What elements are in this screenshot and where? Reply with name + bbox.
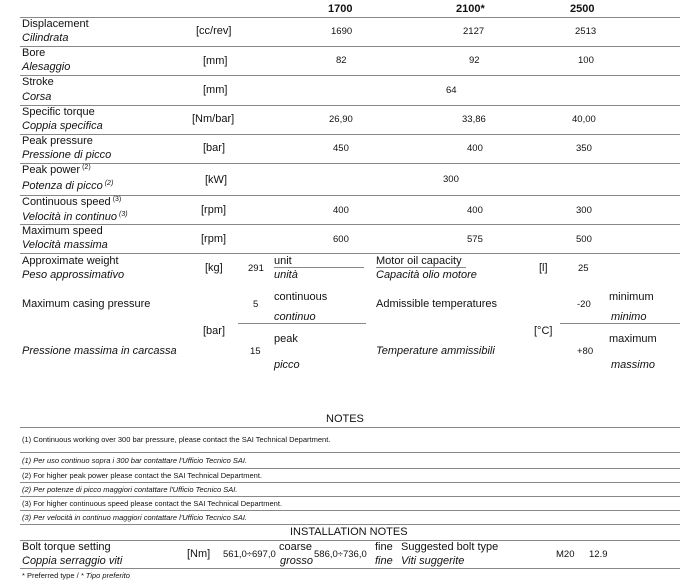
installation-title: INSTALLATION NOTES xyxy=(290,526,408,538)
bolt-fine-label: fine xyxy=(375,541,393,553)
weight-label-it: Peso approssimativo xyxy=(22,269,125,281)
cell-torque-2100: 33,86 xyxy=(462,114,486,125)
oil-label: Motor oil capacity xyxy=(376,255,462,267)
casing-continuous-label: continuous xyxy=(274,291,328,303)
cell-bore-2100: 92 xyxy=(469,55,480,66)
casing-peak-label: peak xyxy=(274,333,298,345)
temperature-max-value: +80 xyxy=(577,346,594,357)
cell-bore-1700: 82 xyxy=(336,55,347,66)
column-header-1700: 1700 xyxy=(328,3,353,15)
weight-label: Approximate weight xyxy=(22,255,119,267)
cell-stroke-all: 64 xyxy=(446,85,457,96)
bolt-class-value: 12.9 xyxy=(589,549,608,560)
bolt-type-value: M20 xyxy=(556,549,575,560)
row-unit-bore: [mm] xyxy=(203,55,228,67)
cell-maximum-speed-1700: 600 xyxy=(333,234,349,245)
bolt-coarse-label-it: grosso xyxy=(280,555,314,567)
row-label-peak-power-it: Potenza di picco $^{(2)}$ xyxy=(22,180,114,192)
weight-value: 291 xyxy=(248,263,264,274)
cell-bore-2500: 100 xyxy=(578,55,594,66)
cell-displacement-2500: 2513 xyxy=(575,26,597,37)
suggested-bolt-label: Suggested bolt type xyxy=(401,541,499,553)
suggested-bolt-label-it: Viti suggerite xyxy=(401,555,465,567)
bolt-torque-label-it: Coppia serraggio viti xyxy=(22,555,123,567)
casing-continuous-value: 5 xyxy=(253,299,259,310)
row-label-stroke-it: Corsa xyxy=(22,91,52,103)
temperature-unit: [°C] xyxy=(534,325,553,337)
note-3-it: (3) Per velocità in continuo maggiori contattare l'Ufficio Tecnico SAI. xyxy=(22,513,248,522)
temperature-min-label: minimum xyxy=(609,291,654,303)
weight-unit: [kg] xyxy=(205,262,223,274)
bolt-coarse-value: 561,0÷697,0 xyxy=(223,549,276,560)
row-label-specific-torque-it: Coppia specifica xyxy=(22,120,103,132)
bolt-fine-label-it: fine xyxy=(375,555,393,567)
row-unit-displacement: [cc/rev] xyxy=(196,25,232,37)
row-label-maximum-speed-it: Velocità massima xyxy=(22,239,108,251)
row-label-peak-pressure: Peak pressure xyxy=(22,135,93,147)
row-unit-maximum-speed: [rpm] xyxy=(201,233,227,245)
column-header-2500: 2500 xyxy=(570,3,595,15)
cell-continuous-speed-2100: 400 xyxy=(467,205,483,216)
bolt-coarse-label: coarse xyxy=(279,541,313,553)
cell-torque-1700: 26,90 xyxy=(329,114,353,125)
note-2-en: (2) For higher peak power please contact the SAI Technical Department. xyxy=(22,471,262,480)
cell-torque-2500: 40,00 xyxy=(572,114,596,125)
row-unit-specific-torque: [Nm/bar] xyxy=(192,113,235,125)
bolt-torque-label: Bolt torque setting xyxy=(22,541,111,553)
row-unit-peak-power: [kW] xyxy=(205,174,227,186)
casing-label-it: Pressione massima in carcassa xyxy=(22,345,177,357)
cell-peak-power-all: 300 xyxy=(443,174,459,185)
column-header-2100: 2100* xyxy=(456,3,485,15)
casing-peak-label-it: picco xyxy=(274,359,300,371)
row-label-peak-power: Peak power $^{(2)}$ xyxy=(22,164,91,176)
note-2-it: (2) Per potenze di picco maggiori contattare l'Ufficio Tecnico SAI. xyxy=(22,485,238,494)
casing-continuous-label-it: continuo xyxy=(274,311,316,323)
notes-title: NOTES xyxy=(326,413,364,425)
bolt-fine-value: 586,0÷736,0 xyxy=(314,549,367,560)
footnote: * Preferred type / * Tipo preferito xyxy=(22,571,130,580)
row-unit-continuous-speed: [rpm] xyxy=(201,204,227,216)
oil-value: 25 xyxy=(578,263,589,274)
row-label-specific-torque: Specific torque xyxy=(22,106,95,118)
cell-continuous-speed-1700: 400 xyxy=(333,205,349,216)
cell-peak-pressure-2500: 350 xyxy=(576,143,592,154)
row-label-continuous-speed-it: Velocità in continuo $^{(3)}$ xyxy=(22,211,128,223)
note-1-en: (1) Continuous working over 300 bar pressure, please contact the SAI Technical Department. xyxy=(22,435,331,444)
temperature-min-label-it: minimo xyxy=(611,311,647,323)
row-label-continuous-speed: Continuous speed $^{(3)}$ xyxy=(22,196,122,208)
row-label-displacement-it: Cilindrata xyxy=(22,32,69,44)
temperature-label: Admissible temperatures xyxy=(376,298,498,310)
casing-unit: [bar] xyxy=(203,325,226,337)
bolt-torque-unit: [Nm] xyxy=(187,548,211,560)
weight-unit-word: unit xyxy=(274,255,292,267)
row-label-stroke: Stroke xyxy=(22,76,54,88)
row-label-peak-pressure-it: Pressione di picco xyxy=(22,149,112,161)
casing-label: Maximum casing pressure xyxy=(22,298,151,310)
row-unit-stroke: [mm] xyxy=(203,84,228,96)
cell-maximum-speed-2100: 575 xyxy=(467,234,483,245)
cell-displacement-1700: 1690 xyxy=(331,26,353,37)
oil-label-it: Capacità olio motore xyxy=(376,269,477,281)
row-label-bore: Bore xyxy=(22,47,46,59)
temperature-min-value: -20 xyxy=(577,299,591,310)
casing-peak-value: 15 xyxy=(250,346,261,357)
cell-peak-pressure-1700: 450 xyxy=(333,143,349,154)
row-unit-peak-pressure: [bar] xyxy=(203,142,226,154)
cell-displacement-2100: 2127 xyxy=(463,26,485,37)
note-3-en: (3) For higher continuous speed please contact the SAI Technical Department. xyxy=(22,499,283,508)
temperature-max-label: maximum xyxy=(609,333,657,345)
temperature-max-label-it: massimo xyxy=(611,359,656,371)
row-label-maximum-speed: Maximum speed xyxy=(22,225,103,237)
note-1-it: (1) Per uso continuo sopra i 300 bar contattare l'Ufficio Tecnico SAI. xyxy=(22,456,248,465)
temperature-label-it: Temperature ammissibili xyxy=(376,345,495,357)
row-label-displacement: Displacement xyxy=(22,18,89,30)
cell-maximum-speed-2500: 500 xyxy=(576,234,592,245)
oil-unit: [l] xyxy=(539,262,548,274)
cell-continuous-speed-2500: 300 xyxy=(576,205,592,216)
row-label-bore-it: Alesaggio xyxy=(22,61,71,73)
weight-unit-word-it: unità xyxy=(274,269,298,281)
cell-peak-pressure-2100: 400 xyxy=(467,143,483,154)
